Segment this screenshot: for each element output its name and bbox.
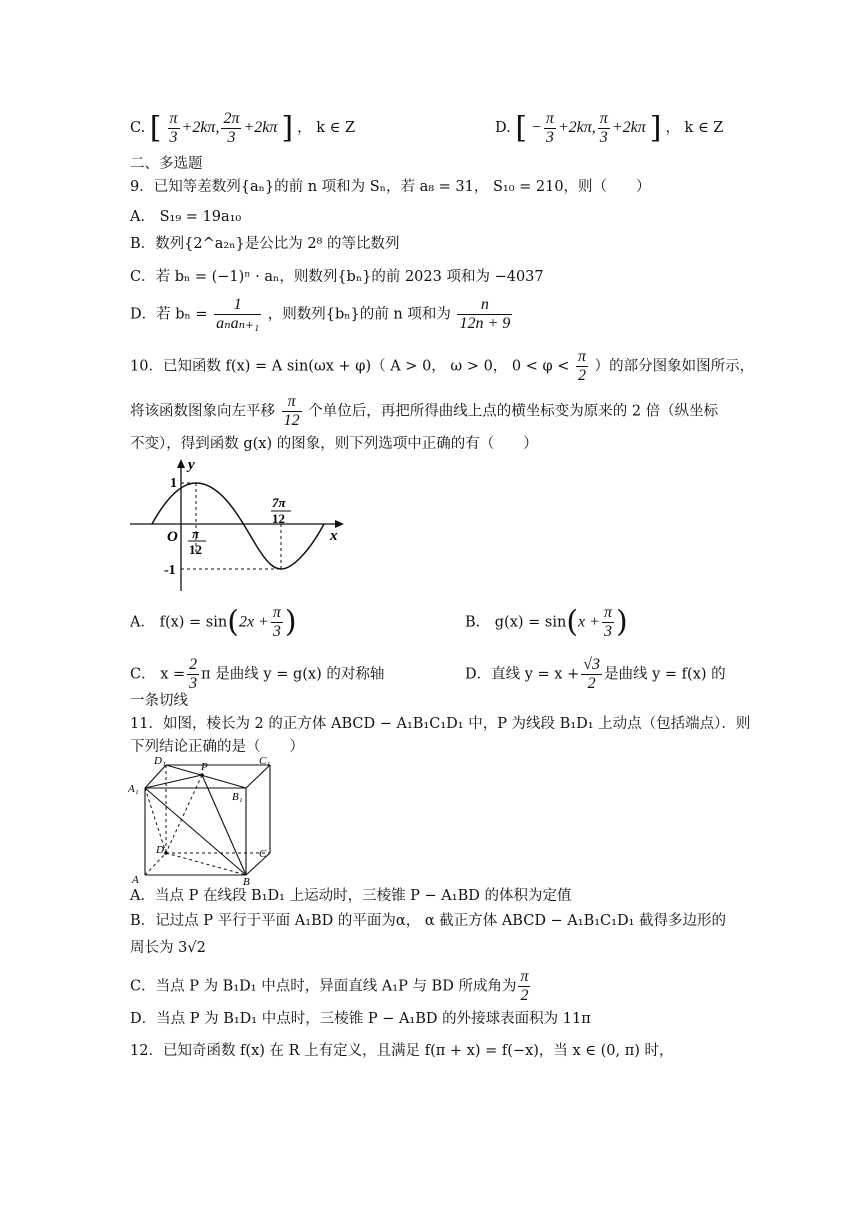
y-bottom-label: -1 xyxy=(164,563,176,578)
q12-line1: 12．已知奇函数 f(x) 在 R 上有定义，且满足 f(π + x) = f(−x)，当 x ∈ (0, π) 时， xyxy=(130,1043,674,1059)
label-a: A xyxy=(132,874,139,885)
q11-option-b-line2: 周长为 3√2 xyxy=(130,940,206,956)
fraction: $\frac{1}{\text{aₙaₙ₊₁}}$ xyxy=(216,296,260,332)
x-label: x xyxy=(330,528,338,544)
trough-label-num: 7π xyxy=(272,495,286,510)
label-c1: C₁ xyxy=(259,755,271,767)
q10-line3: 不变），得到函数 g(x) 的图象，则下列选项中正确的有（ ） xyxy=(130,436,538,452)
fraction: $\frac{\pi}{3}$ xyxy=(603,604,612,640)
q9-stem: 9．已知等差数列{aₙ}的前 n 项和为 Sₙ，若 a₈ = 31， S₁₀ = 210，则（ ） xyxy=(130,179,651,195)
q11-line2: 下列结论正确的是（ ） xyxy=(130,739,304,755)
right-bracket: ] xyxy=(281,110,294,146)
fraction: $\frac{√3}{2}$ xyxy=(583,656,601,692)
fraction: $\frac{n}{12n + 9}$ xyxy=(459,296,511,332)
peak-label-num: π xyxy=(192,526,200,541)
y-top-label: 1 xyxy=(170,476,177,491)
fraction: $\frac{\pi}{3}$ xyxy=(169,110,178,146)
q10-option-d: D．直线 y = x + $\frac{√3}{2}$ 是曲线 y = f(x) 的 xyxy=(465,656,726,692)
label-c: C xyxy=(259,848,267,860)
prev-option-c: C. [ $\frac{\pi}{3}$ +2kπ, $\frac{2\pi}{3}$ +2kπ ] ， k ∈ Z xyxy=(130,110,356,146)
cube-figure xyxy=(128,755,278,885)
q10-option-a: A． f(x) = sin(2x + $\frac{\pi}{3}$ ) xyxy=(130,604,297,640)
peak-label-den: 12 xyxy=(189,542,202,557)
q9-option-d: D．若 bₙ = $\frac{1}{\text{aₙaₙ₊₁}}$ ，则数列{bₙ}的前 n 项和为 $\frac{n}{12n + 9}$ xyxy=(130,296,511,332)
section-title: 二、多选题 xyxy=(130,156,203,172)
y-label: y xyxy=(188,457,195,473)
fraction: $\frac{2}{3}$ xyxy=(189,656,198,692)
fraction: $\frac{\pi}{12}$ xyxy=(283,393,300,429)
trough-label-den: 12 xyxy=(272,511,285,526)
q10-option-b: B． g(x) = sin(x + $\frac{\pi}{3}$ ) xyxy=(465,604,628,640)
origin-label: O xyxy=(167,529,178,545)
label-d1: D₁ xyxy=(154,755,166,767)
sine-curve xyxy=(152,483,324,569)
fraction: $\frac{\pi}{2}$ xyxy=(520,968,529,1004)
fraction: $\frac{2\pi}{3}$ xyxy=(223,110,240,146)
q9-option-b: B．数列{2^a₂ₙ}是公比为 2⁸ 的等比数列 xyxy=(130,236,400,252)
q11-option-b-line1: B．记过点 P 平行于平面 A₁BD 的平面为α， α 截正方体 ABCD − A₁B₁C₁D₁ 截得多边形的 xyxy=(130,913,727,929)
option-label: C. xyxy=(130,120,146,137)
q10-line2: 将该函数图象向左平移 $\frac{\pi}{12}$ 个单位后，再把所得曲线上点的横坐标变为原来的 2 倍（纵坐标 xyxy=(130,393,719,429)
q10-line1: 10．已知函数 f(x) = A sin(ωx + φ)（ A > 0， ω > 0， 0 < φ < $\frac{\pi}{2}$ ）的部分图象如图所示， xyxy=(130,348,755,384)
sine-graph xyxy=(128,455,350,595)
label-p: P xyxy=(201,761,208,773)
left-bracket: [ xyxy=(149,110,162,146)
label-b: B xyxy=(243,876,250,885)
q11-option-a: A．当点 P 在线段 B₁D₁ 上运动时，三棱锥 P − A₁BD 的体积为定值 xyxy=(130,888,572,904)
q9-option-c: C．若 bₙ = (−1)ⁿ · aₙ，则数列{bₙ}的前 2023 项和为 −4037 xyxy=(130,269,544,285)
label-a1: A₁ xyxy=(128,783,139,795)
x-axis-arrow xyxy=(335,520,344,528)
q10-option-c: C． x = $\frac{2}{3}$ π 是曲线 y = g(x) 的对称轴 xyxy=(130,656,385,692)
prev-option-d: D. [ − $\frac{\pi}{3}$ +2kπ, $\frac{\pi}{3}$ +2kπ ] ， k ∈ Z xyxy=(495,110,724,146)
label-d: D xyxy=(156,844,164,856)
q9-option-a: A． S₁₉ = 19a₁₀ xyxy=(130,209,242,225)
y-axis-arrow xyxy=(177,459,185,468)
q11-line1: 11．如图，棱长为 2 的正方体 ABCD − A₁B₁C₁D₁ 中，P 为线段 B₁D₁ 上动点（包括端点）．则 xyxy=(130,716,751,732)
q11-option-c: C．当点 P 为 B₁D₁ 中点时，异面直线 A₁P 与 BD 所成角为 $\frac{\pi}{2}$ xyxy=(130,968,529,1004)
fraction: $\frac{\pi}{2}$ xyxy=(578,348,587,384)
label-b1: B₁ xyxy=(232,791,243,803)
fraction: $\frac{\pi}{3}$ xyxy=(272,604,281,640)
q10-option-d-cont: 一条切线 xyxy=(130,693,188,709)
fraction: $\frac{\pi}{3}$ xyxy=(545,110,554,146)
option-tail: ， k ∈ Z xyxy=(297,120,356,137)
fraction: $\frac{\pi}{3}$ xyxy=(599,110,608,146)
q11-option-d: D．当点 P 为 B₁D₁ 中点时，三棱锥 P − A₁BD 的外接球表面积为 11π xyxy=(130,1011,591,1027)
